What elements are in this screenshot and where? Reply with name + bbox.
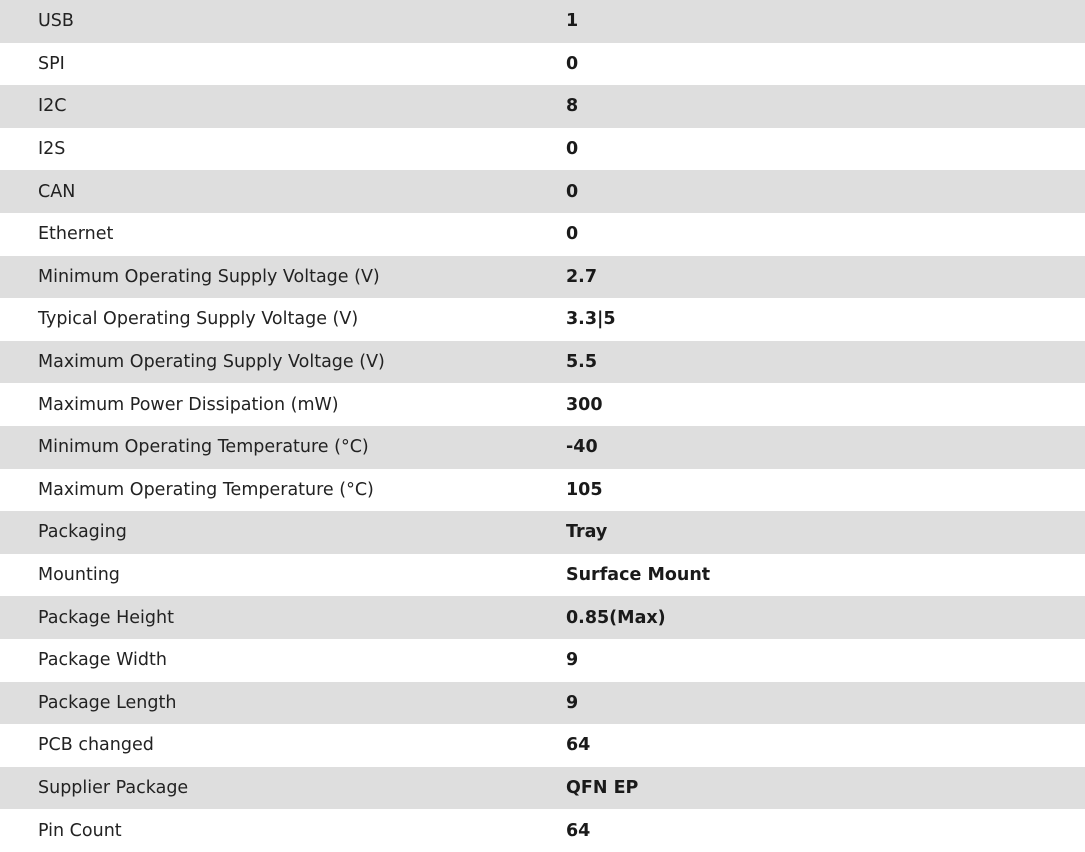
spec-row [0, 554, 1085, 597]
spec-row [0, 511, 1085, 554]
spec-name: Package Height [38, 607, 174, 628]
spec-name: CAN [38, 181, 76, 202]
spec-name: Maximum Operating Temperature (°C) [38, 479, 374, 500]
spec-name: Minimum Operating Supply Voltage (V) [38, 266, 380, 287]
spec-row [0, 341, 1085, 384]
spec-row [0, 213, 1085, 256]
spec-row [0, 639, 1085, 682]
spec-row [0, 767, 1085, 810]
spec-value: 3.3|5 [566, 309, 616, 330]
spec-name: Minimum Operating Temperature (°C) [38, 437, 369, 458]
spec-value: 8 [566, 96, 579, 117]
spec-name: Package Width [38, 650, 167, 671]
spec-row [0, 682, 1085, 725]
spec-name: SPI [38, 53, 65, 74]
spec-name: Pin Count [38, 820, 122, 841]
spec-name: Packaging [38, 522, 127, 543]
spec-value: QFN EP [566, 777, 639, 798]
spec-value: 300 [566, 394, 603, 415]
spec-value: 2.7 [566, 266, 598, 287]
spec-value: Tray [566, 522, 608, 543]
spec-value: 0 [566, 139, 579, 160]
spec-value: 0 [566, 224, 579, 245]
spec-name: I2S [38, 139, 66, 160]
spec-row [0, 383, 1085, 426]
spec-row [0, 809, 1085, 852]
spec-row [0, 469, 1085, 512]
spec-value: 105 [566, 479, 603, 500]
spec-row [0, 128, 1085, 171]
spec-value: 5.5 [566, 352, 598, 373]
spec-row [0, 596, 1085, 639]
spec-value: 0 [566, 181, 579, 202]
spec-value: 0.85(Max) [566, 607, 666, 628]
spec-name: Typical Operating Supply Voltage (V) [38, 309, 359, 330]
spec-name: PCB changed [38, 735, 154, 756]
spec-value: 0 [566, 53, 579, 74]
spec-value: 1 [566, 11, 579, 32]
spec-name: Mounting [38, 565, 120, 586]
spec-row [0, 43, 1085, 86]
spec-value: 64 [566, 735, 591, 756]
spec-row [0, 724, 1085, 767]
spec-row [0, 256, 1085, 299]
spec-name: Ethernet [38, 224, 114, 245]
spec-value: -40 [566, 437, 598, 458]
spec-name: Supplier Package [38, 777, 189, 798]
spec-name: Package Length [38, 692, 177, 713]
spec-value: 64 [566, 820, 591, 841]
spec-row [0, 298, 1085, 341]
spec-row [0, 85, 1085, 128]
spec-name: Maximum Operating Supply Voltage (V) [38, 352, 385, 373]
spec-value: 9 [566, 692, 579, 713]
spec-row [0, 0, 1085, 43]
spec-value: Surface Mount [566, 565, 711, 586]
spec-row [0, 426, 1085, 469]
spec-row [0, 170, 1085, 213]
spec-name: I2C [38, 96, 67, 117]
spec-value: 9 [566, 650, 579, 671]
spec-name: Maximum Power Dissipation (mW) [38, 394, 339, 415]
spec-name: USB [38, 11, 74, 32]
